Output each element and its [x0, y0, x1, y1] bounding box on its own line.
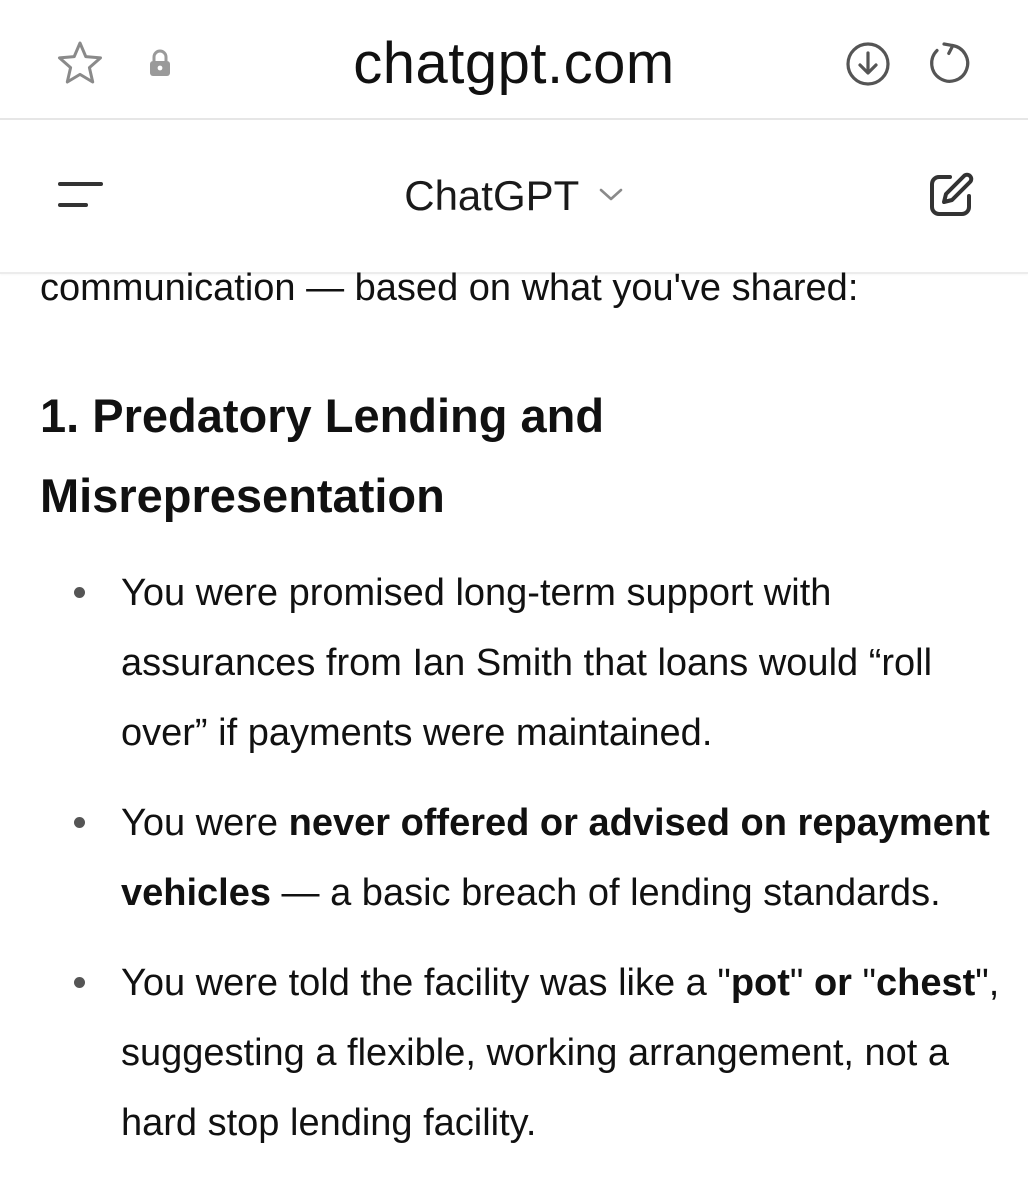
bullet-text-post: ", suggesting a flexible, working arrangement, not a hard stop lending facility. — [121, 962, 1000, 1144]
browser-address-bar — [0, 0, 1028, 120]
bullet-text-pre: You were told the facility was like a " — [121, 962, 731, 1004]
bullet-text-post: — a basic breach of lending standards. — [271, 872, 941, 914]
section-heading — [40, 376, 1000, 536]
list-item — [40, 558, 1000, 768]
app-title[interactable]: ChatGPT — [404, 172, 580, 219]
bullet-text-bold: or — [813, 962, 852, 1004]
bullet-icon — [74, 587, 85, 598]
bullet-icon — [74, 817, 85, 828]
bullet-text-pre: You were — [121, 802, 289, 844]
bullet-text-mid: " — [851, 962, 877, 1004]
app-header — [0, 120, 1028, 274]
bullet-text-mid: " — [789, 962, 814, 1004]
url-text[interactable]: chatgpt.com — [353, 31, 675, 96]
list-item — [40, 948, 1000, 1158]
model-selector[interactable] — [0, 166, 1028, 226]
chevron-down-icon[interactable] — [598, 185, 624, 208]
edit-icon[interactable] — [926, 170, 976, 220]
bullet-list — [40, 558, 1000, 1158]
download-icon[interactable] — [844, 40, 892, 88]
bullet-text-bold: never offered or advised on repayment vehicles — [121, 802, 990, 914]
bullet-text: You were promised long-term support with assurances from Ian Smith that loans would “roll over” if payments were maintained. — [121, 572, 933, 754]
bullet-icon — [74, 977, 85, 988]
heading-line-1: 1. Predatory Lending and — [40, 389, 605, 442]
bullet-text-bold: pot — [730, 962, 790, 1004]
reload-icon[interactable] — [924, 38, 974, 88]
heading-line-2: Misrepresentation — [40, 469, 445, 522]
bullet-text-bold: chest — [876, 962, 976, 1004]
chat-message — [40, 258, 1000, 1178]
list-item — [40, 788, 1000, 928]
lead-text: communication — based on what you've shared: — [40, 267, 859, 309]
